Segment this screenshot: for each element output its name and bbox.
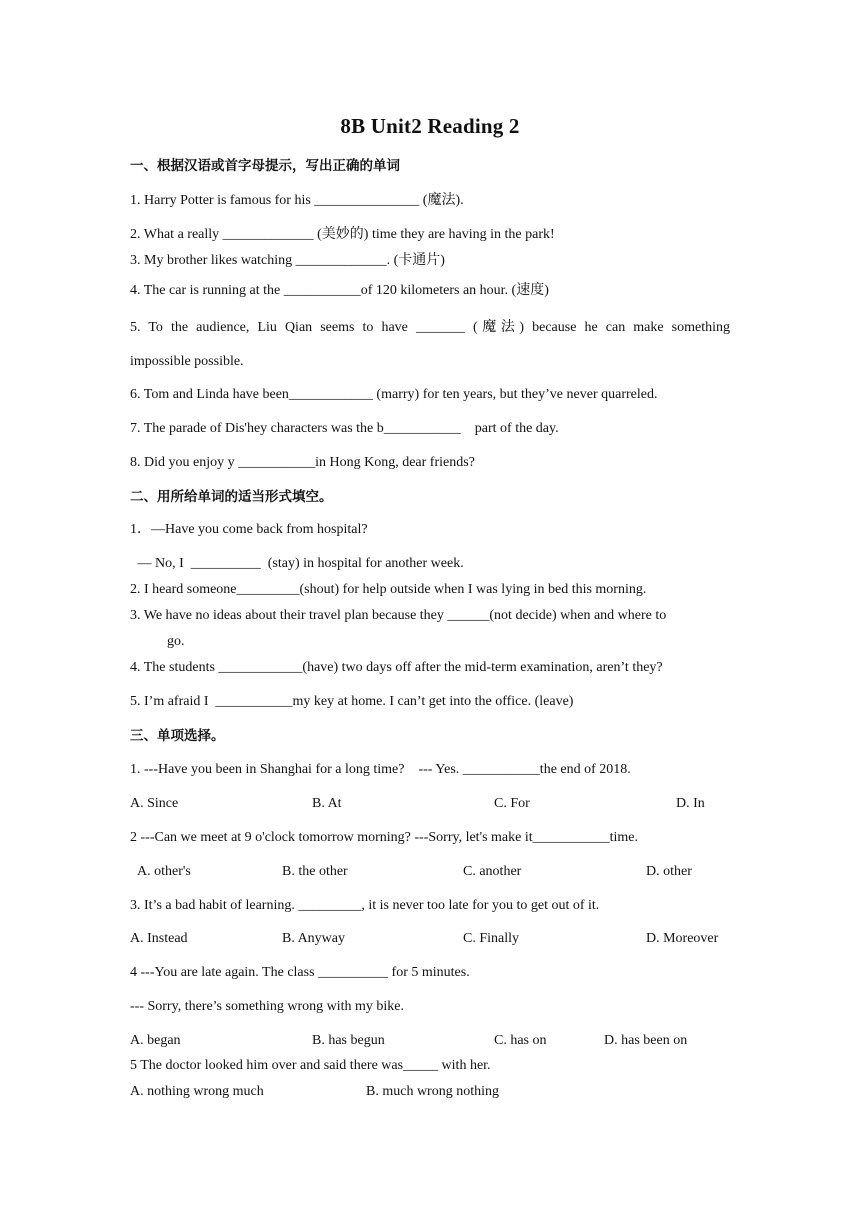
s3-q2-option-a: A. other's [137, 864, 191, 879]
s3-q3-option-c: C. Finally [463, 931, 520, 946]
s3-q1-option-a: A. Since [130, 796, 179, 811]
s1-item-4: 4. The car is running at the ___________of 120 kilometers an hour. (速度) [130, 283, 549, 298]
s3-q4-option-d: D. has been on [604, 1033, 688, 1048]
s1-item-2: 2. What a really _____________ (美妙的) time they are having in the park! [130, 227, 555, 242]
s1-item-1: 1. Harry Potter is famous for his _______________ (魔法). [130, 193, 464, 208]
page-title: 8B Unit2 Reading 2 [340, 114, 520, 138]
s3-q1-option-c: C. For [494, 796, 530, 811]
s3-q2-stem: 2 ---Can we meet at 9 o'clock tomorrow morning? ---Sorry, let's make it___________time. [130, 830, 639, 845]
s3-q4-stem: 4 ---You are late again. The class __________ for 5 minutes. [130, 965, 470, 980]
s2-item-3-cont: go. [167, 634, 185, 649]
s3-q4-option-b: B. has begun [312, 1033, 385, 1048]
s1-item-8: 8. Did you enjoy y ___________in Hong Kong, dear friends? [130, 455, 475, 470]
s2-item-2: 2. I heard someone_________(shout) for help outside when I was lying in bed this morning. [130, 582, 647, 597]
s1-item-5: 5. To the audience, Liu Qian seems to have _______ (魔法) because he can make something [130, 320, 730, 335]
s3-q5-option-a: A. nothing wrong much [130, 1084, 264, 1099]
s1-item-3: 3. My brother likes watching _____________. (卡通片) [130, 253, 445, 268]
s1-item-6: 6. Tom and Linda have been____________ (marry) for ten years, but they’ve never quarreled. [130, 387, 658, 402]
s2-item-4: 4. The students ____________(have) two days off after the mid-term examination, aren’t they? [130, 660, 663, 675]
s3-q4-option-a: A. began [130, 1033, 181, 1048]
s3-q1-option-d: D. In [676, 796, 705, 811]
s2-item-3: 3. We have no ideas about their travel plan because they ______(not decide) when and where to [130, 608, 667, 623]
s3-q3-option-b: B. Anyway [282, 931, 345, 946]
s3-q5-option-b: B. much wrong nothing [366, 1084, 499, 1099]
s2-item-1: 1．—Have you come back from hospital? [130, 522, 368, 537]
s3-q2-option-b: B. the other [282, 864, 348, 879]
s3-q3-option-d: D. Moreover [646, 931, 719, 946]
s3-q2-option-d: D. other [646, 864, 692, 879]
section1-heading: 一、根据汉语或首字母提示，写出正确的单词 [130, 158, 400, 174]
s1-item-5-cont: impossible possible. [130, 354, 244, 369]
s3-q3-stem: 3. It’s a bad habit of learning. _________, it is never too late for you to get out of it. [130, 898, 600, 913]
section3-heading: 三、单项选择。 [130, 728, 225, 744]
s3-q2-option-c: C. another [463, 864, 522, 879]
s3-q1-stem: 1. ---Have you been in Shanghai for a long time? --- Yes. ___________the end of 2018. [130, 762, 631, 777]
s3-q5-stem: 5 The doctor looked him over and said there was_____ with her. [130, 1058, 491, 1073]
s2-item-1-answer: — No, I __________ (stay) in hospital for another week. [134, 556, 464, 571]
s1-item-7: 7. The parade of Dis'hey characters was the b___________ part of the day. [130, 421, 559, 436]
s3-q1-option-b: B. At [312, 796, 342, 811]
section2-heading: 二、用所给单词的适当形式填空。 [130, 489, 333, 505]
s3-q3-option-a: A. Instead [130, 931, 188, 946]
s3-q4-stem-reply: --- Sorry, there’s something wrong with my bike. [130, 999, 404, 1014]
s3-q4-option-c: C. has on [494, 1033, 547, 1048]
s2-item-5: 5. I’m afraid I ___________my key at home. I can’t get into the office. (leave) [130, 694, 574, 709]
